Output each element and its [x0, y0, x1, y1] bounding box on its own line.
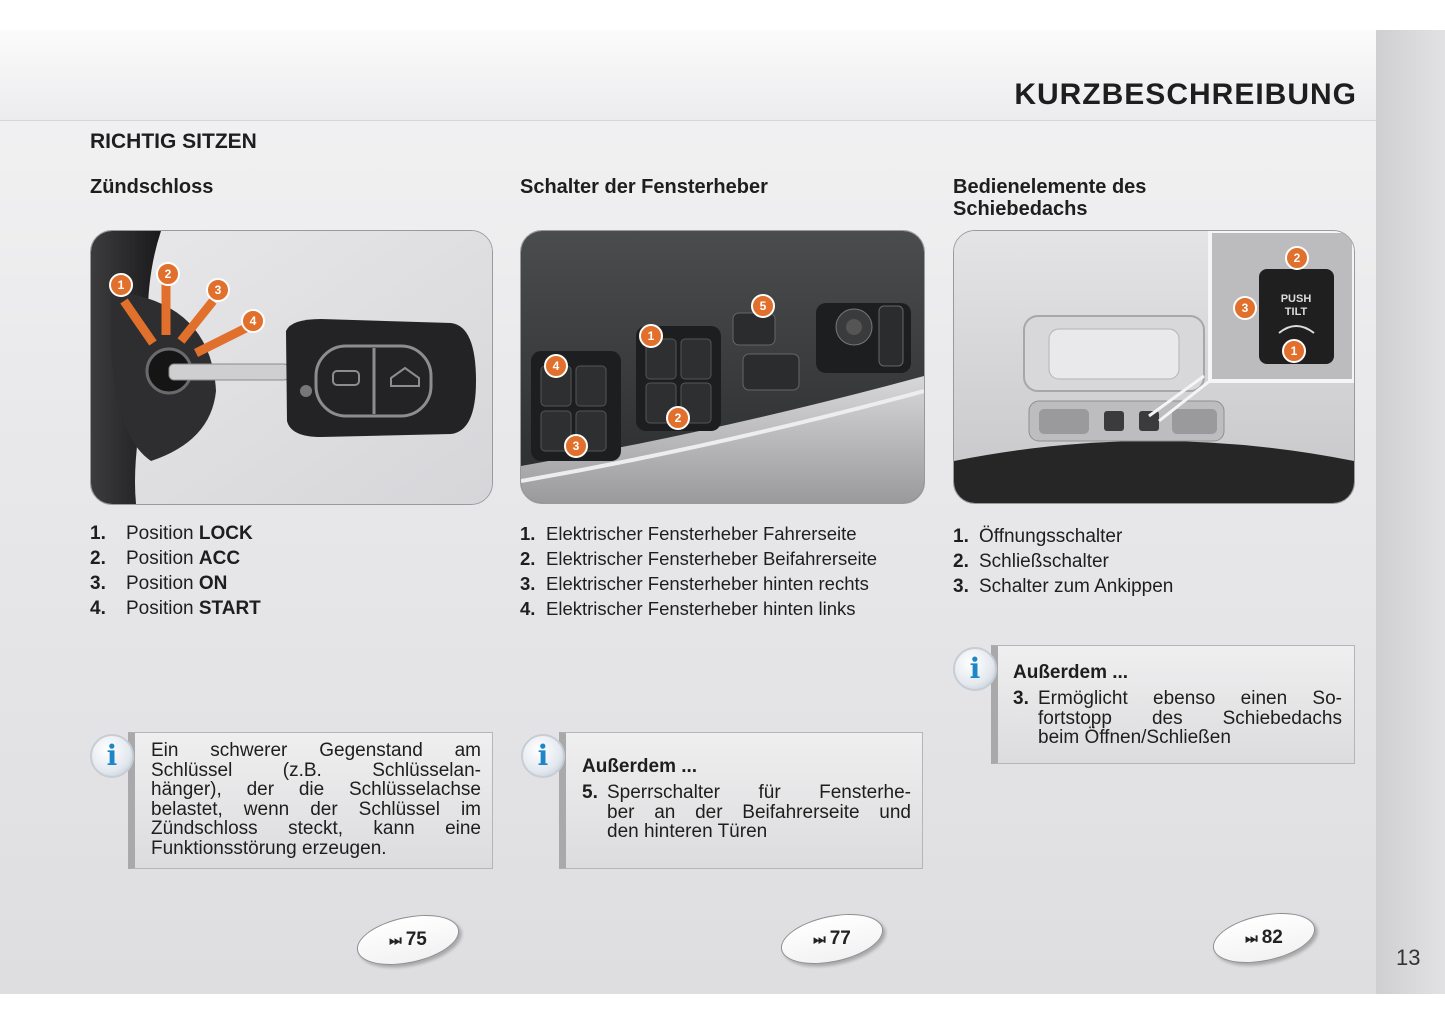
item-text: Elektrischer Fensterheber Fahrerseite [546, 523, 857, 544]
info-item-text [1038, 689, 1342, 748]
item-number: 3. [90, 573, 106, 594]
push-label: PUSH [1280, 293, 1312, 305]
info-item-number: 3. [1013, 688, 1029, 709]
info-line: Schlüssel (z.B. Schlüsselan- [151, 759, 481, 781]
sunroof-title [953, 176, 1146, 220]
list-item [90, 521, 261, 546]
list-item [520, 571, 877, 596]
info-line: fortstopp des Schiebedachs [1038, 707, 1342, 729]
item-text: Position [126, 548, 199, 569]
callout-4-label: 4 [552, 359, 560, 373]
callout-5-label: 5 [759, 299, 767, 313]
section-title: RICHTIG SITZEN [90, 130, 257, 153]
callout-3-label: 3 [1241, 301, 1249, 315]
sunroof-photo [953, 230, 1355, 504]
list-item [953, 549, 1173, 574]
ignition-info-text [151, 741, 481, 858]
info-line: Zündschloss steckt, kann eine [151, 818, 481, 839]
sunroof-title-line1: Bedienelemente des [953, 176, 1147, 198]
list-item [520, 521, 877, 546]
ignition-positions-list [90, 521, 261, 621]
info-line: Ermöglicht ebenso einen So- [1038, 688, 1342, 709]
item-number: 4. [90, 598, 106, 619]
list-item [90, 571, 261, 596]
callout-1-label: 1 [117, 278, 125, 292]
info-item-text [607, 783, 911, 842]
info-line: belastet, wenn der Schlüssel im [151, 798, 481, 820]
callout-2-label: 2 [1293, 251, 1301, 265]
windows-title: Schalter der Fensterheber [520, 176, 768, 198]
page-title: KURZBESCHREIBUNG [1014, 78, 1357, 111]
info-line: Sperrschalter für Fensterhe- [607, 782, 911, 803]
info-line: beim Öffnen/Schließen [1038, 727, 1231, 748]
item-number: 1. [90, 523, 106, 544]
list-item [520, 596, 877, 621]
item-number: 3. [953, 576, 969, 597]
callout-2-label: 2 [164, 267, 172, 281]
page-ref-label: 82 [1261, 927, 1283, 948]
list-item [953, 574, 1173, 599]
windows-info-heading: Außerdem ... [582, 756, 698, 777]
tilt-label: TILT [1284, 306, 1308, 318]
skip-forward-icon: ⏭ [813, 931, 824, 947]
info-line: den hinteren Türen [607, 821, 768, 842]
sunroof-controls-list [953, 524, 1173, 599]
item-text: Position [126, 523, 199, 544]
sunroof-info-heading: Außerdem ... [1013, 662, 1129, 683]
item-text: Position [126, 598, 199, 619]
skip-forward-icon: ⏭ [389, 932, 400, 948]
window-switch-photo [520, 230, 925, 504]
list-item [90, 596, 261, 621]
item-text: Elektrischer Fensterheber hinten links [546, 598, 856, 619]
item-number: 1. [520, 523, 536, 544]
item-number: 1. [953, 526, 969, 547]
item-bold: ACC [198, 548, 241, 569]
page-ref-label: 77 [829, 928, 851, 949]
item-text: Schalter zum Ankippen [979, 576, 1174, 597]
item-text: Öffnungsschalter [979, 526, 1123, 547]
item-text: Position [126, 573, 199, 594]
callout-1-label: 1 [647, 329, 655, 343]
item-number: 2. [520, 548, 536, 569]
ignition-photo [90, 230, 493, 505]
item-text: Elektrischer Fensterheber Beifahrerseite [546, 548, 878, 569]
info-icon: i [953, 647, 997, 691]
page-number: 13 [1396, 945, 1421, 970]
item-number: 2. [953, 551, 969, 572]
callout-3-label: 3 [214, 283, 222, 297]
item-text: Schließschalter [979, 551, 1109, 572]
sunroof-title-line2: Schiebedachs [953, 198, 1088, 220]
callout-2-label: 2 [674, 411, 682, 425]
skip-forward-icon: ⏭ [1245, 930, 1256, 946]
page-ref-label: 75 [405, 929, 427, 950]
callout-4-label: 4 [249, 314, 257, 328]
item-number: 2. [90, 548, 106, 569]
info-icon: i [521, 734, 565, 778]
item-number: 4. [520, 598, 536, 619]
info-icon: i [90, 734, 134, 778]
list-item [520, 546, 877, 571]
item-text: Elektrischer Fensterheber hinten rechts [546, 573, 869, 594]
list-item [953, 524, 1173, 549]
item-bold: ON [198, 573, 228, 594]
item-bold: LOCK [198, 523, 253, 544]
info-line: Funktionsstörung erzeugen. [151, 837, 387, 859]
info-line: ber an der Beifahrerseite und [607, 801, 911, 823]
list-item [90, 546, 261, 571]
item-bold: START [198, 598, 261, 619]
sunroof-info-item [1013, 689, 1343, 749]
info-item-number: 5. [582, 782, 598, 803]
window-switches-list [520, 521, 877, 621]
page-side-tab [1376, 30, 1445, 994]
callout-3-label: 3 [572, 439, 580, 453]
item-number: 3. [520, 573, 536, 594]
callout-1-label: 1 [1290, 344, 1298, 358]
ignition-title: Zündschloss [90, 176, 214, 198]
windows-info-item [582, 783, 912, 843]
info-line: hänger), der die Schlüsselachse [151, 779, 481, 800]
info-line: Ein schwerer Gegenstand am [151, 740, 481, 761]
